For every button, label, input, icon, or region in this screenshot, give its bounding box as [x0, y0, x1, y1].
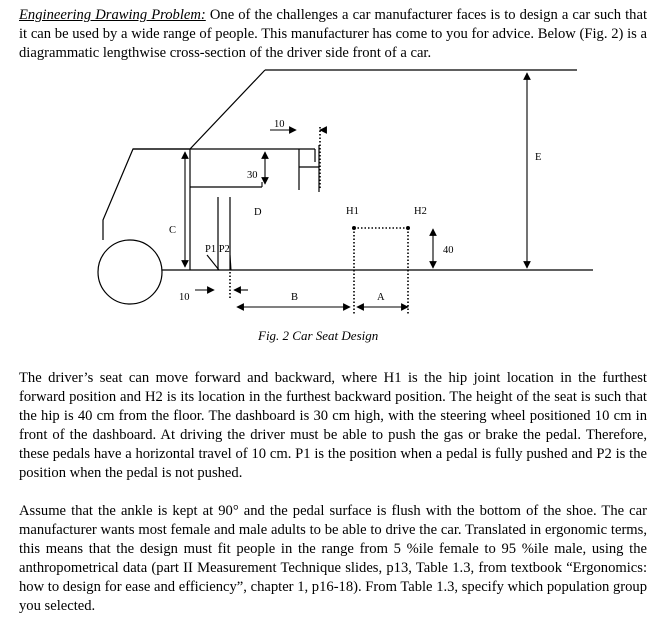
label-b: B [291, 292, 299, 303]
label-d: D [254, 207, 262, 218]
label-a: A [377, 292, 385, 303]
problem-title: Engineering Drawing Problem: [19, 7, 206, 23]
label-thirty: 30 [247, 170, 258, 181]
steering-wheel [299, 145, 319, 192]
label-c: C [169, 225, 177, 236]
label-ten-bottom: 10 [179, 292, 190, 303]
dimension-lines [185, 73, 527, 307]
intro-text: One of the challenges a car manufacturer faces is to design a car such that it can be used by a wide range of people. This manufacturer has come to you for advice. Below (Fig. 2) is a diagrammatic lengthwise cross-section of the driver side front of a car. [19, 7, 647, 61]
figure-caption: Fig. 2 Car Seat Design [258, 328, 379, 343]
h2-hip-point [406, 226, 410, 230]
seat-description-paragraph: The driver’s seat can move forward and backward, where H1 is the hip joint location in the furthest forward position and H2 is its location in the furthest backward position. The height of the seat is such that the hip is 40 cm from the floor. The dashboard is 30 cm high, with the steering wheel positioned 10 cm in front of the dashboard. At driving the driver must be able to push the gas or brake the pedal. Therefore, these pedals have a horizontal travel of 10 cm. P1 is the position when a pedal is fully pushed and P2 is the position when the pedal is not pushed. [19, 370, 647, 481]
label-forty: 40 [443, 245, 454, 256]
assumption-paragraph: Assume that the ankle is kept at 90° and the pedal surface is flush with the bottom of the shoe. The car manufacturer wants most female and male adults to be able to drive the car. Translated in ergonomic terms, this means that the design must fit people in the range from 5 %ile female to 95 %ile male, using the anthropometrical data (part II Measurement Technique slides, p13, Table 1.3, from textbook “Ergonomics: how to design for ease and efficiency”, chapter 1, p16-18). From Table 1.3, specify which population group you selected. [19, 503, 647, 614]
label-e: E [535, 152, 542, 163]
h1-hip-point [352, 226, 356, 230]
label-p1-p2: P1 P2 [205, 244, 230, 255]
label-h1: H1 [346, 206, 359, 217]
label-ten-top: 10 [274, 119, 285, 130]
car-body-outline [103, 70, 577, 270]
label-h2: H2 [414, 206, 427, 217]
front-wheel [98, 240, 162, 304]
